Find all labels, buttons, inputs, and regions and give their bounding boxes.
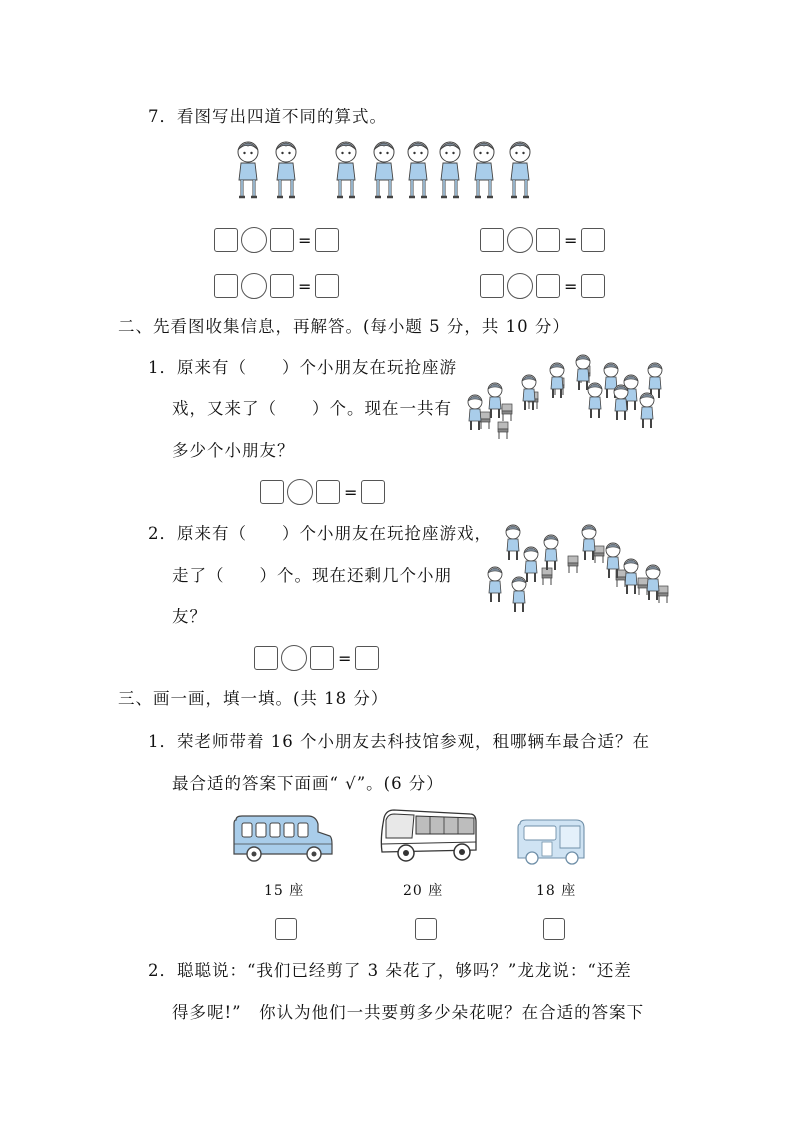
- operator-circle[interactable]: [281, 645, 307, 671]
- answer-box[interactable]: [214, 228, 238, 252]
- answer-box[interactable]: [581, 274, 605, 298]
- equation-template: [480, 273, 605, 299]
- city-bus-icon: [516, 818, 588, 868]
- problem-2-1-line1: 1．原来有（ ）个小朋友在玩抢座游: [148, 358, 457, 377]
- equation-template: [214, 227, 339, 253]
- bus-seat-label: 20 座: [403, 883, 444, 899]
- school-bus-icon: [232, 814, 334, 864]
- musical-chairs-leaving-illustration: [486, 522, 676, 614]
- answer-box[interactable]: [536, 274, 560, 298]
- bus-seat-label: 18 座: [536, 883, 577, 899]
- answer-box[interactable]: [270, 228, 294, 252]
- answer-box[interactable]: [316, 480, 340, 504]
- answer-box[interactable]: [361, 480, 385, 504]
- problem-3-2-line1: 2．聪聪说：“我们已经剪了 3 朵花了，够吗？”龙龙说：“还差: [148, 961, 632, 980]
- operator-circle[interactable]: [241, 227, 267, 253]
- coach-bus-icon: [378, 808, 480, 866]
- operator-circle[interactable]: [507, 273, 533, 299]
- answer-box[interactable]: [480, 274, 504, 298]
- problem-3-1-line1: 1．荣老师带着 16 个小朋友去科技馆参观，租哪辆车最合适？在: [148, 732, 650, 751]
- checkmark-answer-box[interactable]: [543, 918, 565, 940]
- children-group-illustration: [230, 138, 550, 200]
- problem-2-1-line3: 多少个小朋友？: [172, 441, 295, 460]
- equation-template: [480, 227, 605, 253]
- operator-circle[interactable]: [241, 273, 267, 299]
- musical-chairs-illustration: [468, 352, 680, 440]
- problem-3-1-line2: 最合适的答案下面画“ √”。(6 分）: [172, 774, 444, 793]
- equals-sign: =: [298, 276, 312, 296]
- bus-seat-label: 15 座: [264, 883, 305, 899]
- problem-2-2-line1: 2．原来有（ ）个小朋友在玩抢座游戏，: [148, 524, 492, 543]
- question-7-text: 7．看图写出四道不同的算式。: [148, 107, 387, 126]
- operator-circle[interactable]: [507, 227, 533, 253]
- checkmark-answer-box[interactable]: [415, 918, 437, 940]
- equals-sign: =: [564, 276, 578, 296]
- answer-box[interactable]: [581, 228, 605, 252]
- answer-box[interactable]: [310, 646, 334, 670]
- section-2-title: 二、先看图收集信息，再解答。(每小题 5 分，共 10 分）: [118, 317, 570, 336]
- answer-box[interactable]: [536, 228, 560, 252]
- answer-box[interactable]: [254, 646, 278, 670]
- equals-sign: =: [564, 230, 578, 250]
- answer-box[interactable]: [260, 480, 284, 504]
- answer-box[interactable]: [315, 274, 339, 298]
- answer-box[interactable]: [214, 274, 238, 298]
- equation-template: [254, 645, 379, 671]
- answer-box[interactable]: [355, 646, 379, 670]
- section-3-title: 三、画一画，填一填。(共 18 分）: [118, 689, 389, 708]
- problem-2-2-line3: 友？: [172, 607, 207, 626]
- equation-template: [214, 273, 339, 299]
- problem-2-1-line2: 戏，又来了（ ）个。现在一共有: [172, 399, 452, 418]
- equals-sign: =: [344, 482, 358, 502]
- problem-2-2-line2: 走了（ ）个。现在还剩几个小朋: [172, 566, 452, 585]
- equals-sign: =: [298, 230, 312, 250]
- answer-box[interactable]: [480, 228, 504, 252]
- equals-sign: =: [338, 648, 352, 668]
- checkmark-answer-box[interactable]: [275, 918, 297, 940]
- operator-circle[interactable]: [287, 479, 313, 505]
- answer-box[interactable]: [315, 228, 339, 252]
- equation-template: [260, 479, 385, 505]
- problem-3-2-line2: 得多呢!” 你认为他们一共要剪多少朵花呢？在合适的答案下: [172, 1003, 645, 1022]
- answer-box[interactable]: [270, 274, 294, 298]
